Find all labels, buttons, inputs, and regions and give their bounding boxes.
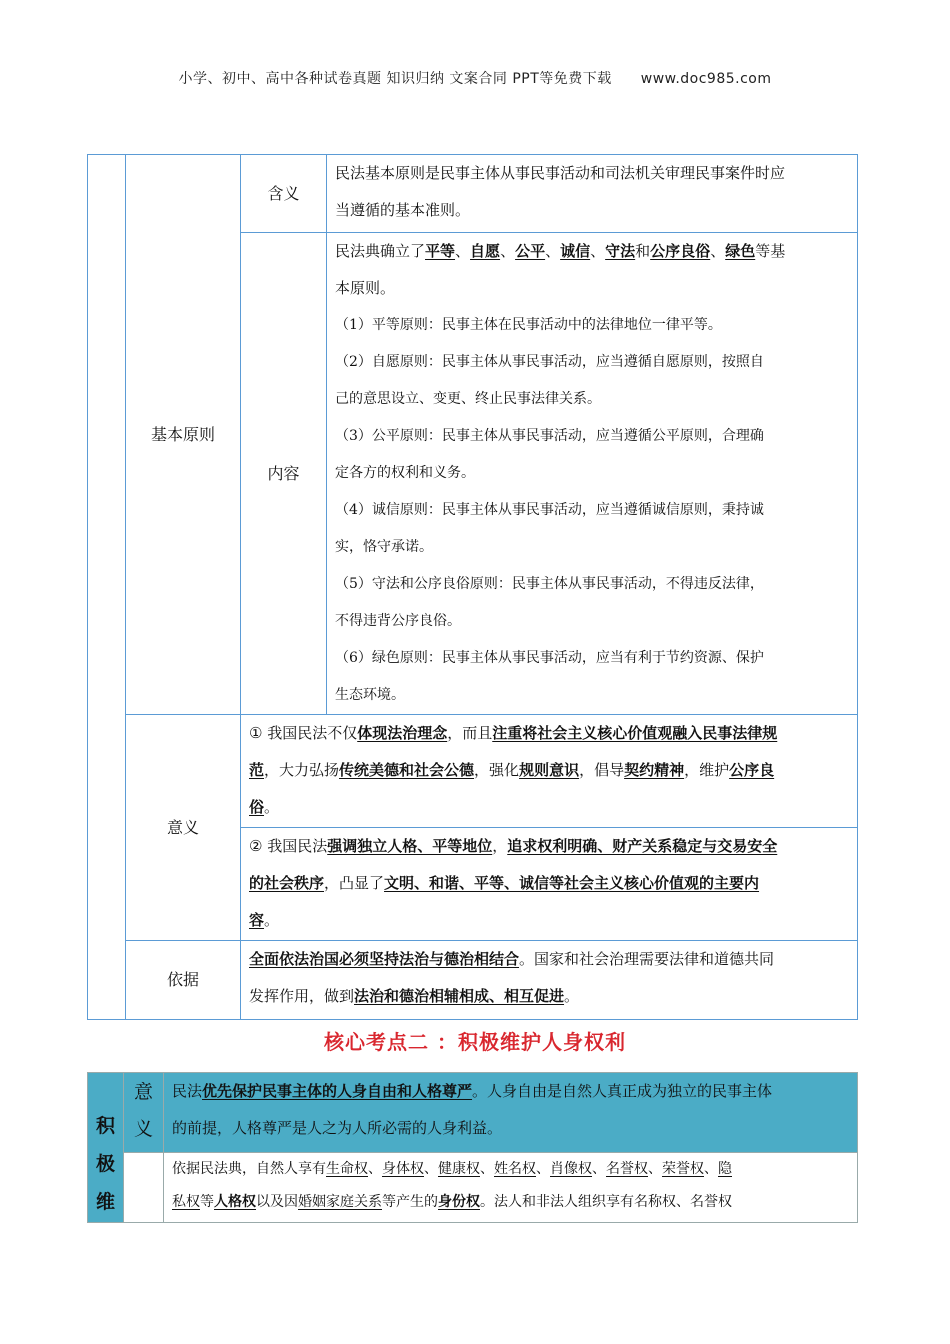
basis-text: 全面依法治国必须坚持法治与德治相结合。国家和社会治理需要法律和道德共同 发挥作用，做到法治和德治相辅相成、相互促进。 — [241, 941, 858, 1020]
left-margin-cell — [88, 155, 126, 1020]
meaning-text: 民法基本原则是民事主体从事民事活动和司法机关审理民事案件时应 当遵循的基本准则。 — [327, 155, 858, 233]
basic-principles-label: 基本原则 — [126, 155, 241, 715]
civil-law-table — [87, 154, 858, 1020]
principle-item: （1）平等原则：民事主体在民事活动中的法律地位一律平等。 — [335, 317, 722, 333]
significance-label: 意义 — [126, 715, 241, 941]
significance-row-text: 民法优先保护民事主体的人身自由和人格尊严。人身自由是自然人真正成为独立的民事主体 的前提，人格尊严是人之为人所必需的人身利益。 — [164, 1073, 858, 1153]
basis-label: 依据 — [126, 941, 241, 1020]
content-text: 民法典确立了平等、自愿、公平、诚信、守法和公序良俗、绿色等基 本原则。 （1）平等原则：民事主体在民事活动中的法律地位一律平等。 （2）自愿原则：民事主体从事民事活动，应当遵循自愿原则，按照自 己的意思设立、变更、终止民事法律关系。 （3）公平原则：民事主体从事民事活动，应当遵循公平原则，合理确 定各方的权利和义务。 （4）诚信原则：民事主体从事民事活动，应当遵循诚信原则，秉持诚 实，恪守承诺。 （5）守法和公序良俗原则：民事主体从事民事活动，不得违反法律， 不得违背公序良俗。 （6）绿色原则：民事主体从事民事活动，应当有利于节约资源、保护 生态环境。 — [327, 233, 858, 715]
principle-item: （4）诚信原则：民事主体从事民事活动，应当遵循诚信原则，秉持诚 — [335, 502, 764, 518]
vertical-label: 积 极 维 — [88, 1073, 124, 1223]
significance-point-1: ① 我国民法不仅体现法治理念，而且注重将社会主义核心价值观融入民事法律规 范，大力弘扬传统美德和社会公德，强化规则意识，倡导契约精神，维护公序良 俗。 — [241, 715, 858, 828]
principle-item: （5）守法和公序良俗原则：民事主体从事民事活动，不得违反法律， — [335, 576, 764, 592]
empty-cell — [124, 1153, 164, 1223]
principle-item: （3）公平原则：民事主体从事民事活动，应当遵循公平原则，合理确 — [335, 428, 764, 444]
significance-point-2: ② 我国民法强调独立人格、平等地位，追求权利明确、财产关系稳定与交易安全 的社会秩序，凸显了文明、和谐、平等、诚信等社会主义核心价值观的主要内 容。 — [241, 828, 858, 941]
principle-item: （2）自愿原则：民事主体从事民事活动，应当遵循自愿原则，按照自 — [335, 354, 764, 370]
rights-row-text: 依据民法典，自然人享有生命权、身体权、健康权、姓名权、肖像权、名誉权、荣誉权、隐 私权等人格权以及因婚姻家庭关系等产生的身份权。法人和非法人组织享有名称权、名誉权 — [164, 1153, 858, 1223]
principle-item: （6）绿色原则：民事主体从事民事活动，应当有利于节约资源、保护 — [335, 650, 764, 666]
header-url[interactable]: www.doc985.com — [640, 71, 772, 87]
yi-label: 意 义 — [124, 1073, 164, 1153]
principle-list: （1）平等原则：民事主体在民事活动中的法律地位一律平等。 （2）自愿原则：民事主体从事民事活动，应当遵循自愿原则，按照自 己的意思设立、变更、终止民事法律关系。 （3）公平原则：民事主体从事民事活动，应当遵循公平原则，合理确 定各方的权利和义务。 （4）诚信原则：民事主体从事民事活动，应当遵循诚信原则，秉持诚 实，恪守承诺。 （5）守法和公序良俗原则：民事主体从事民事活动，不得违反法律， 不得违背公序良俗。 （6）绿色原则：民事主体从事民事活动，应当有利于节约资源、保护 生态环境。 — [335, 307, 849, 714]
page-header — [0, 68, 950, 88]
section-title: 核心考点二 ：积极维护人身权利 — [324, 1030, 626, 1054]
personal-rights-table — [87, 1072, 858, 1223]
content-label: 内容 — [241, 233, 327, 715]
content-intro: 民法典确立了平等、自愿、公平、诚信、守法和公序良俗、绿色等基 — [335, 242, 786, 260]
header-text: 小学、初中、高中各种试卷真题 知识归纳 文案合同 PPT等免费下载 — [178, 71, 612, 87]
meaning-label: 含义 — [241, 155, 327, 233]
